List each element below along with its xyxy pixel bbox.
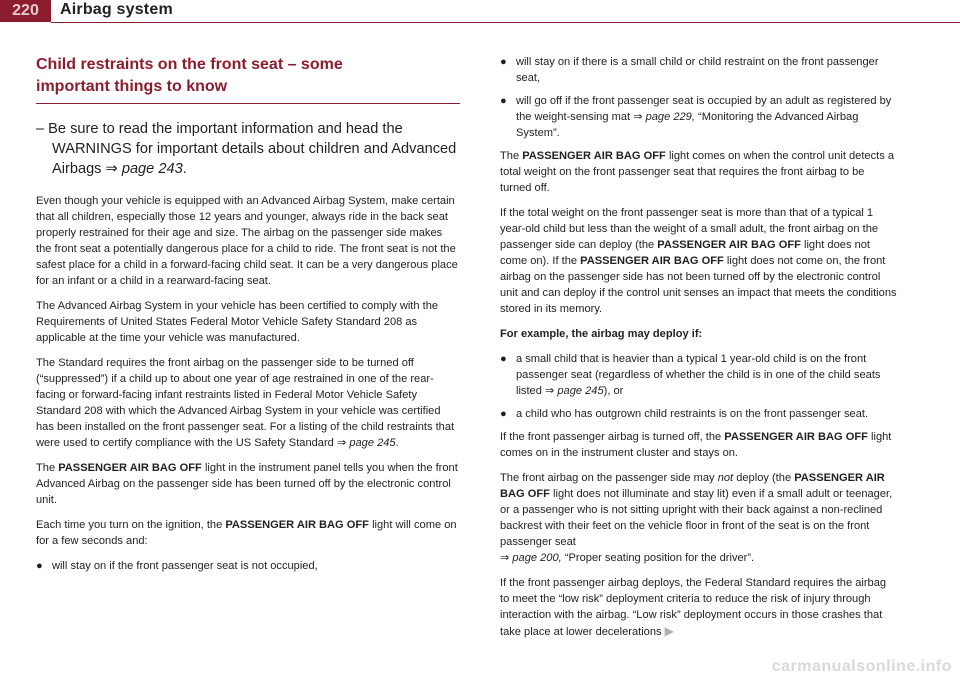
deploy-label: PASSENGER AIR BAG OFF [500,472,885,500]
list-item: ● will stay on if there is a small child or child restraint on the front passenger seat, [500,56,879,84]
continue-arrow-icon: ▶ [664,624,674,638]
low-risk-text: If the front passenger airbag deploys, the Federal Standard requires the airbag to meet the “low risk” deployment criteria to reduce the risk of injury through interaction with the airbag. “Low risk” deployment occurs in those crashes that take place at lower decelerations [500,577,887,638]
standard-period: . [395,437,399,449]
deploy-post: light does not illuminate and stay lit) even if a small adult or teenager, or a passenger who is not sitting upright with their back against a non-reclined backrest with their feet on the vehicle floor in front of the seat is on the front passenger seat [500,488,893,548]
ignition-label: PASSENGER AIR BAG OFF [225,519,369,531]
light-post: light comes on when the control unit detects a total weight on the front passenger seat that requires the front airbag to be turned off. [500,150,895,194]
paragraph-low-risk [500,575,898,640]
page-number: 220 [0,0,51,22]
section-heading [36,54,460,104]
paragraph-ignition [36,517,460,549]
deploy-not: not [717,472,734,484]
indicator-post: light in the instrument panel tells you when the front Advanced Airbag on the passenger side has been turned off by the electronic control unit. [36,462,458,506]
deploy-pre: The front airbag on the passenger side may [500,472,715,484]
list-item-text: a small child that is heavier than a typical 1 year-old child is on the front passenger seat (regardless of whether the child is in one of the child seats listed [515,353,881,397]
indicator-pre: The [36,462,56,474]
weight-label-1: PASSENGER AIR BAG OFF [657,239,801,251]
watermark: carmanualsonline.info [771,658,952,675]
list-item: ● will go off if the front passenger seat is occupied by an adult as registered by the weight-sensing mat ⇒ page 229, “Monitoring the Advanced Airbag System”. [500,95,892,139]
list-item-text-end: ), or [603,385,624,397]
ignition-post: light will come on for a few seconds and: [36,519,457,547]
page-243-link[interactable]: ⇒ page 243 [105,161,183,177]
list-item-text-end: “Monitoring the Advanced Airbag System”. [516,111,859,139]
left-column [36,54,460,581]
step-text: Be sure to read the important information and head the WARNINGS for important details about children and Advanced Airbags [48,121,457,177]
weight-text-c: light does not come on, the front airbag on the passenger side has not been turned off by the electronic control unit and can deploy if the control unit senses an impact that meets the conditions stored in its memory. [500,255,897,315]
header-divider [51,22,960,23]
paragraph-intro: Even though your vehicle is equipped with an Advanced Airbag System, make certain that all children, especially those 12 years and younger, always ride in the back seat properly restrained for their age and size. The airbag on the passenger side makes the front seat a potentially dangerous place for a child to ride. The front seat is not the safest place for a child in a forward-facing child seat. It can be a very dangerous place for an infant or a child in a rearward-facing seat. [36,195,458,287]
page-245-link[interactable]: ⇒ page 245 [336,437,396,449]
paragraph-certification: The Advanced Airbag System in your vehicle has been certified to comply with the Requirements of United States Federal Motor Vehicle Safety Standard 208 as applicable at the time your vehicle was manufactured. [36,300,439,344]
section-heading-line1: Child restraints on the front seat – some [36,56,343,73]
paragraph-standard [36,355,460,451]
list-item-text: will stay on if there is a small child or child restraint on the front passenger seat, [515,56,879,84]
light-label: PASSENGER AIR BAG OFF [522,150,666,162]
list-item: ● will stay on if the front passenger seat is not occupied, [36,560,318,572]
paragraph-indicator [36,460,460,508]
off-post: light comes on in the instrument cluster and stays on. [500,431,892,459]
list-item: ● a small child that is heavier than a typical 1 year-old child is on the front passenger seat (regardless of whether the child is in one of the child seats listed ⇒ page 245), or [500,353,881,397]
right-column [500,54,898,649]
paragraph-light-comes-on [500,148,898,196]
page-229-link[interactable]: ⇒ page 229, [633,111,695,123]
deploy-mid: deploy (the [736,472,792,484]
step-period: . [182,161,187,177]
chapter-title: Airbag system [60,1,173,18]
example-heading: For example, the airbag may deploy if: [500,328,703,340]
list-item: ● a child who has outgrown child restraints is on the front passenger seat. [500,408,869,420]
off-label: PASSENGER AIR BAG OFF [724,431,868,443]
paragraph-turned-off [500,429,898,461]
page-245-link[interactable]: ⇒ page 245 [545,385,604,397]
standard-text: The Standard requires the front airbag on the passenger side to be turned off (“suppressed”) if a child up to about one year of age restrained in one of the rear-facing or forward-facing infant restraints listed in Federal Motor Vehicle Safety Standard 208 with which the Advanced Airbag System in your vehicle was certified has been installed on the front passenger seat. For a listing of the child restraints that were used to certify compliance with the US Safety Standard [36,357,455,449]
weight-label-2: PASSENGER AIR BAG OFF [580,255,724,267]
instruction-step: – Be sure to read the important information and head the WARNINGS for important details about children and Advanced Airbags ⇒ page 243. [36,121,457,177]
paragraph-may-not-deploy [500,470,898,566]
weight-text-b: light does not come on). If the [500,239,870,267]
list-item-text: will stay on if the front passenger seat is not occupied, [51,560,318,572]
list-item-text: a child who has outgrown child restraints is on the front passenger seat. [515,408,869,420]
section-heading-line2: important things to know [36,78,228,95]
list-item-text: will go off if the front passenger seat is occupied by an adult as registered by the weight-sensing mat [515,95,892,123]
page-200-link[interactable]: ⇒ page 200, [500,552,562,564]
weight-text-a: If the total weight on the front passenger seat is more than that of a typical 1 year-old child but less than the weight of a small adult, the front airbag on the passenger side can deploy (the [500,207,879,251]
indicator-label: PASSENGER AIR BAG OFF [58,462,202,474]
paragraph-total-weight [500,205,898,317]
ignition-pre: Each time you turn on the ignition, the [36,519,223,531]
off-pre: If the front passenger airbag is turned off, the [500,431,722,443]
deploy-end: “Proper seating position for the driver”. [564,552,755,564]
light-pre: The [500,150,520,162]
